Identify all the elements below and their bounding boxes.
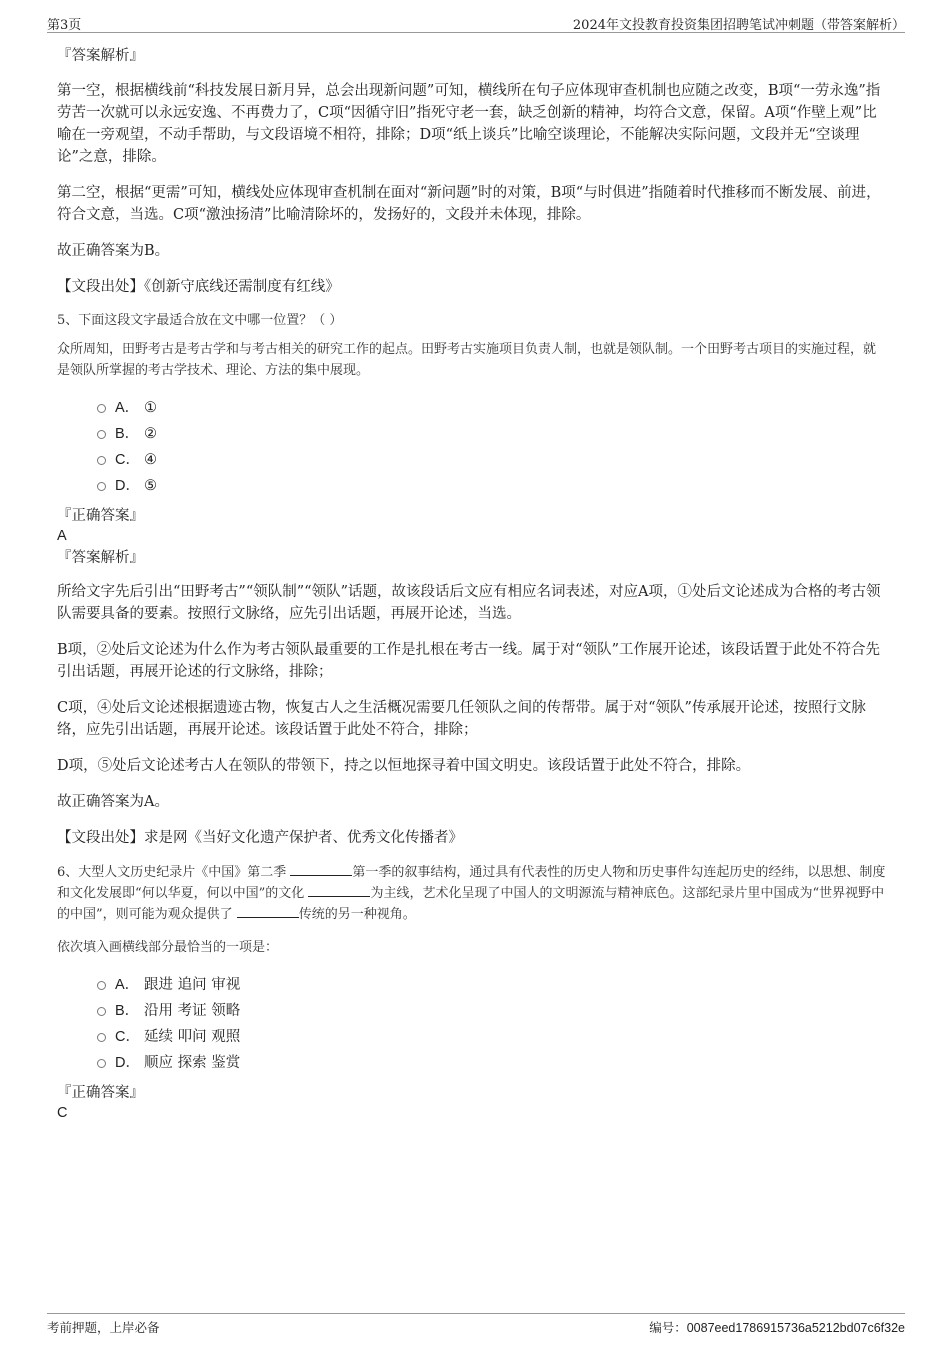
page-header [47, 12, 905, 33]
q6-correct-answer: C [57, 1105, 68, 1121]
q4-analysis-label: 『答案解析』 [57, 48, 144, 64]
q6-option-d[interactable]: D． 顺应 探索 鉴赏 [97, 1050, 887, 1076]
blank-3 [237, 905, 299, 918]
footer-slogan: 考前押题，上岸必备 [47, 1320, 160, 1335]
q5-analysis-p3: C项，④处后文论述根据遗迹古物，恢复古人之生活概况需要几任领队之间的传帮带。属于对“领队”传承展开论述，按照行文脉络，应先引出话题，再展开论述。该段话置于此处不符合，排除； [57, 700, 866, 738]
q5-option-d[interactable]: D． ⑤ [97, 473, 887, 499]
q5-option-a[interactable]: A． ① [97, 395, 887, 421]
main-content [57, 45, 887, 1122]
page-number: 第3页 [47, 18, 82, 33]
q6-option-a[interactable]: A． 跟进 追问 审视 [97, 972, 887, 998]
radio-icon[interactable] [97, 482, 106, 491]
q5-stem: 5、下面这段文字最适合放在文中哪一位置？（ ） [57, 313, 343, 328]
document-id: 编号：0087eed1786915736a5212bd07c6f32e [649, 1321, 905, 1335]
q5-answer-summary: 故正确答案为A。 [57, 794, 169, 810]
radio-icon[interactable] [97, 456, 106, 465]
radio-icon[interactable] [97, 1033, 106, 1042]
q6-option-c[interactable]: C． 延续 叩问 观照 [97, 1024, 887, 1050]
q4-analysis-p1: 第一空，根据横线前“科技发展日新月异，总会出现新问题”可知，横线所在句子应体现审查机制也应随之改变，B项“一劳永逸”指劳苦一次就可以永远安逸、不再费力了，C项“因循守旧”指死守老一套，缺乏创新的精神，均符合文意，保留。A项“作壁上观”比喻在一旁观望，不动手帮助，与文段语境不相符，排除；D项“纸上谈兵”比喻空谈理论，不能解决实际问题，文段并无“空谈理论”之意，排除。 [57, 83, 881, 165]
q4-analysis-p2: 第二空，根据“更需”可知，横线处应体现审查机制在面对“新问题”时的对策，B项“与时俱进”指随着时代推移而不断发展、前进，符合文意，当选。C项“激浊扬清”比喻清除坏的，发扬好的，文段并未体现，排除。 [57, 185, 881, 223]
q5-option-c[interactable]: C． ④ [97, 447, 887, 473]
q6-options [57, 972, 887, 1076]
q6-stem: 6、大型人文历史纪录片《中国》第二季 第一季的叙事结构，通过具有代表性的历史人物和历史事件勾连起历史的经纬，以思想、制度和文化发展即“何以华夏，何以中国”的文化 为主线，艺术化呈现了中国人的文明源流与精神底色。这部纪录片里中国成为“世界视野中的中国”，则可能为观众提供了 传统的另一种视角。 [57, 865, 886, 922]
q5-option-b[interactable]: B． ② [97, 421, 887, 447]
q6-correct-label: 『正确答案』 [57, 1085, 144, 1101]
radio-icon[interactable] [97, 430, 106, 439]
q4-source: 【文段出处】《创新守底线还需制度有红线》 [57, 279, 340, 295]
blank-1 [290, 863, 352, 876]
radio-icon[interactable] [97, 404, 106, 413]
q5-analysis-label: 『答案解析』 [57, 550, 144, 566]
radio-icon[interactable] [97, 1059, 106, 1068]
q5-passage: 众所周知，田野考古是考古学和与考古相关的研究工作的起点。田野考古实施项目负责人制，也就是领队制。一个田野考古项目的实施过程，就是领队所掌握的考古学技术、理论、方法的集中展现。 [57, 342, 877, 378]
q5-correct-label: 『正确答案』 [57, 508, 144, 524]
q5-correct-answer: A [57, 528, 67, 544]
radio-icon[interactable] [97, 981, 106, 990]
q4-answer-summary: 故正确答案为B。 [57, 243, 170, 259]
q5-analysis-p2: B项，②处后文论述为什么作为考古领队最重要的工作是扎根在考古一线。属于对“领队”工作展开论述，该段话置于此处不符合先引出话题，再展开论述的行文脉络，排除； [57, 642, 880, 680]
q6-option-b[interactable]: B． 沿用 考证 领略 [97, 998, 887, 1024]
page-footer [47, 1313, 905, 1334]
blank-2 [308, 884, 370, 897]
q6-prompt: 依次填入画横线部分最恰当的一项是： [57, 940, 279, 955]
radio-icon[interactable] [97, 1007, 106, 1016]
q5-options [57, 395, 887, 499]
document-title: 2024年文投教育投资集团招聘笔试冲刺题（带答案解析） [572, 18, 905, 33]
q5-analysis-p1: 所给文字先后引出“田野考古”“领队制”“领队”话题，故该段话后文应有相应名词表述，对应A项，①处后文论述成为合格的考古领队需要具备的要素。按照行文脉络，应先引出话题，再展开论述，当选。 [57, 584, 881, 622]
q5-source: 【文段出处】求是网《当好文化遗产保护者、优秀文化传播者》 [57, 830, 463, 846]
q5-analysis-p4: D项，⑤处后文论述考古人在领队的带领下，持之以恒地探寻着中国文明史。该段话置于此处不符合，排除。 [57, 758, 751, 774]
